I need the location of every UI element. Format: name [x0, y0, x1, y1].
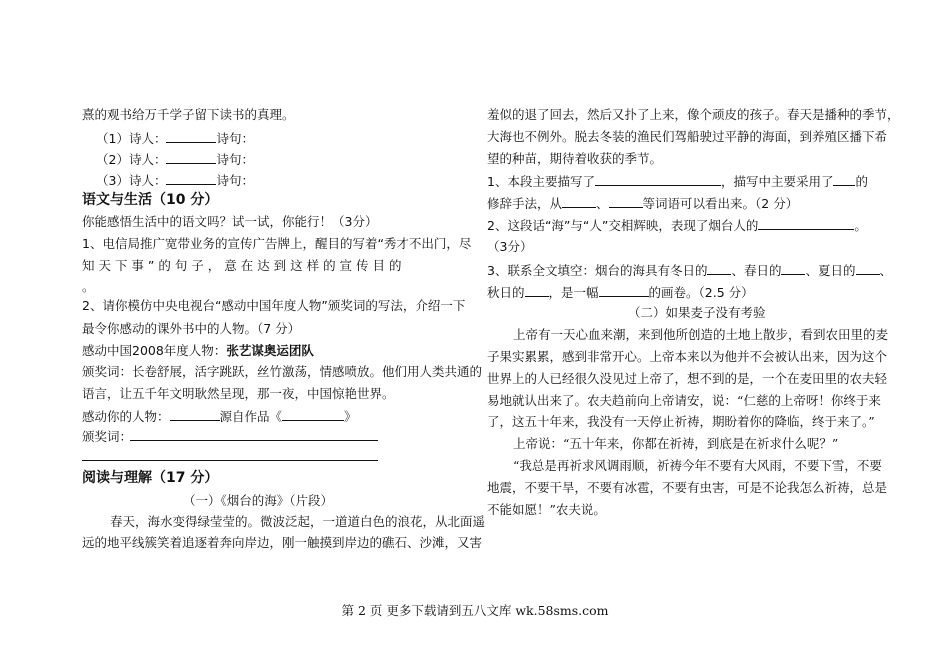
source-label: 源自作品《 — [219, 409, 283, 424]
q-text: 。 — [854, 218, 867, 233]
reading-question-2-a — [487, 217, 867, 234]
reading-question-3-b — [487, 284, 754, 301]
passage-2-line: 易地就认出来了。农夫趋前向上帝请安，说：“仁慈的上帝呀！你终于来 — [487, 393, 881, 408]
blank-winter[interactable] — [707, 262, 731, 275]
blank-spirit[interactable] — [758, 217, 854, 230]
passage-1-line-4: 大海也不例外。脱去冬装的渔民们驾船驶过平静的海面，到养殖区播下希 — [487, 129, 888, 144]
passage-2-line: 地震，不要干旱，不要有冰雹，不要有虫害，可是不论我怎么祈祷，总是 — [487, 480, 888, 495]
example-person-line — [82, 343, 314, 359]
blank-person[interactable] — [170, 408, 220, 421]
q-text: 的画卷。（2.5 分） — [648, 285, 754, 300]
poet-label: （3）诗人： — [96, 173, 167, 188]
example-name: 张艺谋奥运团队 — [226, 343, 314, 358]
reading-question-1-b — [487, 195, 798, 212]
your-person-label: 感动你的人物： — [82, 409, 170, 424]
q-text: 秋日的 — [487, 285, 525, 300]
poet-line-3 — [96, 172, 254, 189]
poet-label: （1）诗人： — [96, 131, 167, 146]
blank-poet[interactable] — [166, 130, 216, 143]
passage-2-line: 世界上的人已经很久没见过上帝了，想不到的是，一个在麦田里的农夫轻 — [487, 371, 888, 386]
poet-line-2 — [96, 151, 254, 168]
passage-2-line: “我总是再祈求风调雨顺，祈祷今年不要有大风雨，不要下雪，不要 — [513, 458, 882, 473]
award-line-a: 颁奖词：长卷舒展，活字跳跃，丝竹激荡，情感喷放。他们用人类共通的 — [82, 364, 483, 379]
blank-word-1[interactable] — [562, 195, 596, 208]
reading-question-2-b: （3分） — [487, 239, 533, 254]
passage-2-title: （二）如果麦子没有考验 — [628, 305, 766, 320]
blank-content[interactable] — [595, 173, 721, 186]
section-title-reading: 阅读与理解（17 分） — [82, 470, 219, 486]
answer-line[interactable] — [130, 440, 378, 441]
award-line-b: 语言，让五千年文明耿然呈现，那一夜，中国惊艳世界。 — [82, 386, 395, 401]
q-text: 3、联系全文填空：烟台的海具有冬日的 — [487, 263, 708, 278]
question-1-line-a: 1、电信局推广宽带业务的宣传广告牌上，醒目的写着“秀才不出门，尽 — [82, 236, 472, 251]
q-text: 、 — [879, 263, 893, 278]
verse-label: 诗句： — [216, 131, 254, 146]
q-text: ，是一幅 — [548, 285, 599, 300]
poet-label: （2）诗人： — [96, 152, 167, 167]
q-text: 、春日的 — [731, 263, 782, 278]
blank-source[interactable] — [282, 408, 344, 421]
blank-poet[interactable] — [166, 151, 216, 164]
example-label: 感动中国2008年度人物： — [82, 343, 227, 358]
verse-label: 诗句： — [216, 152, 254, 167]
q-text: 、 — [596, 196, 609, 211]
q-text: 2、这段话“海”与“人”交相辉映，表现了烟台人的 — [487, 218, 759, 233]
question-1-line-b: 知 天 下 事 ” 的 句 子 ， 意 在 达 到 这 样 的 宣 传 目 的 — [82, 258, 402, 273]
bracket-close: 》 — [344, 409, 357, 424]
q-text: 的 — [855, 174, 868, 189]
text-line: 你能感悟生活中的语文吗？试一试，你能行！（3分） — [82, 214, 378, 229]
page-footer: 第 2 页 更多下载请到五八文库 wk.58sms.com — [341, 603, 609, 618]
passage-2-line: 上帝说：“五十年来，你都在祈祷，到底是在祈求什么呢？” — [513, 436, 839, 451]
verse-label: 诗句： — [216, 173, 254, 188]
award-label: 颁奖词： — [82, 429, 133, 444]
q-text: ，描写中主要采用了 — [720, 174, 834, 189]
blank-autumn[interactable] — [525, 284, 549, 297]
poet-line-1 — [96, 130, 254, 147]
blank-spring[interactable] — [781, 262, 805, 275]
passage-2-line: 不能如愿！”农夫说。 — [487, 502, 606, 517]
blank-painting[interactable] — [599, 284, 649, 297]
your-person-line — [82, 408, 357, 425]
passage-1-line-3: 羞似的退了回去，然后又扑了上来，像个顽皮的孩子。春天是播种的季节， — [487, 107, 900, 122]
passage-2-line: 上帝有一天心血来潮，来到他所创造的土地上散步，看到农田里的麦 — [513, 327, 889, 342]
question-2-line-b: 最令你感动的课外书中的人物。（7 分） — [82, 321, 301, 336]
q-text: 修辞手法，从 — [487, 196, 563, 211]
passage-2-line: 了，这五十年来，我没有一天停止祈祷，期盼着你的降临，终于来了。” — [487, 414, 875, 429]
q-text: 1、本段主要描写了 — [487, 174, 595, 189]
blank-poet[interactable] — [166, 172, 216, 185]
passage-1-line-5: 望的种苗，期待着收获的季节。 — [487, 151, 663, 166]
question-2-line-a: 2、请你模仿中央电视台“感动中国年度人物”颁奖词的写法，介绍一下 — [82, 298, 466, 313]
section-title-life: 语文与生活（10 分） — [82, 192, 219, 208]
passage-1-title: （一）《烟台的海》（片段） — [183, 493, 334, 508]
reading-question-3-a — [487, 262, 892, 279]
q-text: 、夏日的 — [805, 263, 856, 278]
blank-word-2[interactable] — [609, 195, 643, 208]
blank-summer[interactable] — [856, 262, 880, 275]
passage-2-line: 子果实累累，感到非常开心。上帝本来以为他并不会被认出来，因为这个 — [487, 349, 888, 364]
passage-1-line-2: 远的地平线簇笑着追逐着奔向岸边，刚一触摸到岸边的礁石、沙滩，又害 — [82, 535, 483, 550]
passage-1-line-1: 春天，海水变得绿莹莹的。微波泛起，一道道白色的浪花，从北面遥 — [110, 514, 486, 529]
q-text: 等词语可以看出来。（2 分） — [642, 196, 799, 211]
question-1-line-c: 。 — [82, 279, 95, 294]
answer-line[interactable] — [82, 460, 378, 461]
blank-device[interactable] — [833, 173, 855, 186]
reading-question-1-a — [487, 173, 868, 190]
text-line: 熹的观书给万千学子留下读书的真理。 — [82, 107, 295, 122]
